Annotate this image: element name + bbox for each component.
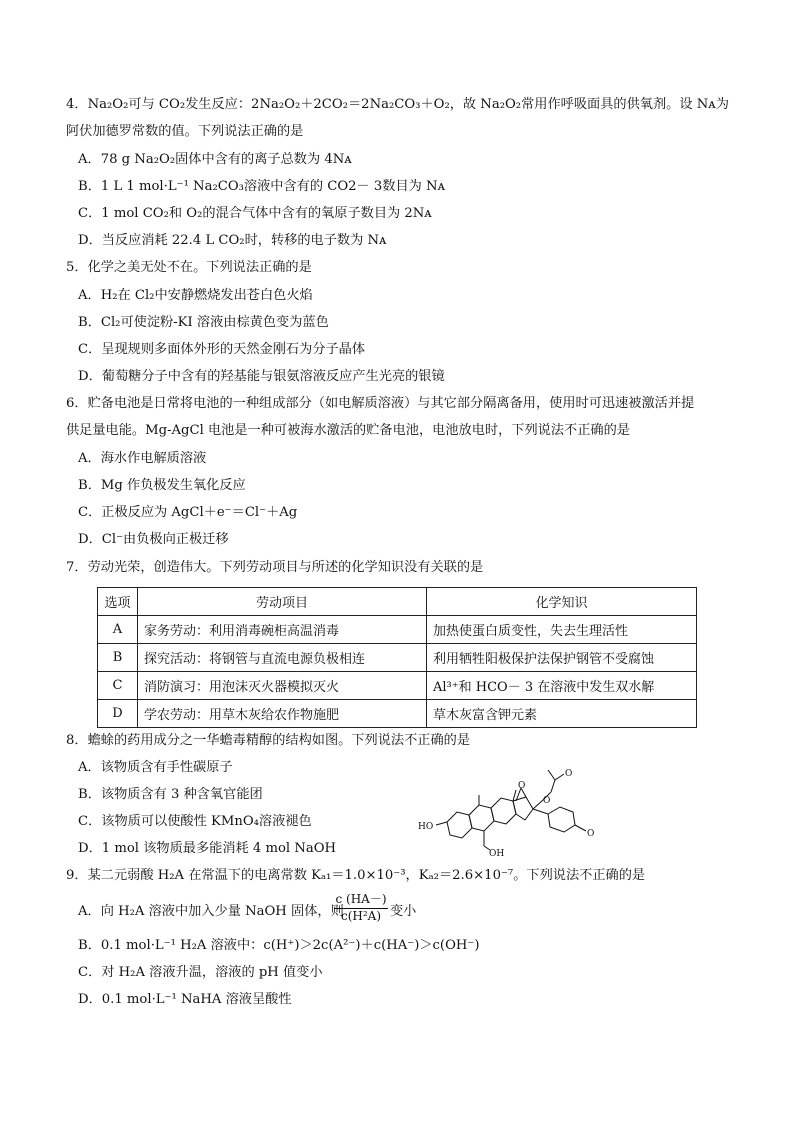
ring-b — [469, 805, 494, 831]
label-epoxide-o: O — [518, 781, 526, 791]
table-header-knowledge: 化学知识 — [427, 588, 697, 616]
label-ester-o: O — [543, 796, 551, 806]
q5-option-c: C．呈现规则多面体外形的天然金刚石为分子晶体 — [78, 342, 366, 357]
q7-stem: 7．劳动光荣，创造伟大。下列劳动项目与所述的化学知识没有关联的是 — [66, 560, 484, 575]
q9-option-a-suffix: 变小 — [390, 904, 417, 919]
label-carbonyl-o: O — [565, 769, 573, 779]
table-cell-labor: 学农劳动：用草木灰给农作物施肥 — [138, 700, 427, 728]
q8-option-c: C．该物质可以使酸性 KMnO₄溶液褪色 — [78, 814, 312, 829]
table-header-labor: 劳动项目 — [138, 588, 427, 616]
table-row — [98, 644, 697, 672]
q4-option-d: D．当反应消耗 22.4 L CO₂时，转移的电子数为 Nᴀ — [78, 233, 387, 248]
table-header-option: 选项 — [98, 588, 138, 616]
q5-option-a: A．H₂在 Cl₂中安静燃烧发出苍白色火焰 — [78, 288, 313, 303]
table-cell-labor: 家务劳动：利用消毒碗柜高温消毒 — [138, 616, 427, 644]
q6-option-d: D．Cl⁻由负极向正极迁移 — [78, 532, 229, 547]
fraction-numerator: c (HA－) — [334, 892, 388, 909]
q8-option-b: B．该物质含有 3 种含氧官能团 — [78, 787, 263, 802]
q9-option-b: B．0.1 mol·L⁻¹ H₂A 溶液中：c(H⁺)＞2c(A²⁻)＋c(HA⁻)＞c(OH⁻) — [78, 938, 480, 953]
pyranone-link — [533, 809, 548, 814]
table-header-row — [98, 588, 697, 616]
ring-c — [491, 798, 516, 824]
acetate-bond-3 — [551, 780, 555, 792]
q4-stem-line1: 4．Na₂O₂可与 CO₂发生反应：2Na₂O₂＋2CO₂＝2Na₂CO₃＋O₂，故 Na₂O₂常用作呼吸面具的供氧剂。设 Nᴀ为 — [66, 97, 729, 112]
table-cell-option: A — [98, 616, 138, 644]
q6-option-c: C．正极反应为 AgCl＋e⁻＝Cl⁻＋Ag — [78, 505, 298, 520]
table-row — [98, 672, 697, 700]
table-cell-option: C — [98, 672, 138, 700]
q4-option-c: C．1 mol CO₂和 O₂的混合气体中含有的氧原子数目为 2Nᴀ — [78, 206, 432, 221]
table-cell-labor: 探究活动：将钢管与直流电源负极相连 — [138, 644, 427, 672]
q5-option-b: B．Cl₂可使淀粉-KI 溶液由棕黄色变为蓝色 — [78, 315, 329, 330]
steroid-structure-diagram — [412, 752, 612, 862]
table-cell-knowledge: 利用牺牲阳极保护法保护钢管不受腐蚀 — [427, 644, 697, 672]
acetate-methyl — [548, 770, 555, 780]
pyranone-carbonyl — [575, 825, 586, 831]
table-cell-knowledge: Al³⁺和 HCO－ 3 在溶液中发生双水解 — [427, 672, 697, 700]
q9-option-a-prefix: A．向 H₂A 溶液中加入少量 NaOH 固体，则 — [78, 904, 344, 919]
q9-option-c: C．对 H₂A 溶液升温，溶液的 pH 值变小 — [78, 965, 323, 980]
q9-fraction — [334, 892, 388, 924]
q5-option-d: D．葡萄糖分子中含有的羟基能与银氨溶液反应产生光亮的银镜 — [78, 369, 445, 384]
q8-stem: 8．蟾蜍的药用成分之一华蟾毒精醇的结构如图。下列说法不正确的是 — [66, 733, 471, 748]
ho-bond — [436, 822, 447, 825]
q9-option-d: D．0.1 mol·L⁻¹ NaHA 溶液呈酸性 — [78, 992, 292, 1007]
table-cell-option: D — [98, 700, 138, 728]
q8-option-d: D．1 mol 该物质最多能消耗 4 mol NaOH — [78, 841, 337, 856]
q6-option-a: A．海水作电解质溶液 — [78, 451, 207, 466]
table-row — [98, 616, 697, 644]
label-oh: OH — [489, 849, 505, 859]
q6-stem-line2: 供足量电能。Mg-AgCl 电池是一种可被海水激活的贮备电池，电池放电时，下列说法不正确的是 — [66, 423, 630, 438]
q5-stem: 5．化学之美无处不在。下列说法正确的是 — [66, 260, 312, 275]
table-cell-knowledge: 加热使蛋白质变性，失去生理活性 — [427, 616, 697, 644]
ring-a — [447, 812, 472, 838]
q4-option-b: B．1 L 1 mol·L⁻¹ Na₂CO₃溶液中含有的 CO2－ 3数目为 Nᴀ — [78, 179, 446, 194]
table-cell-option: B — [98, 644, 138, 672]
label-lactone-o: O — [587, 829, 595, 839]
q7-table — [97, 587, 697, 728]
table-cell-knowledge: 草木灰富含钾元素 — [427, 700, 697, 728]
table-cell-labor: 消防演习：用泡沫灭火器模拟灭火 — [138, 672, 427, 700]
acetate-carbonyl — [555, 774, 564, 780]
q4-option-a: A．78 g Na₂O₂固体中含有的离子总数为 4Nᴀ — [78, 152, 352, 167]
fraction-denominator: c(H²A) — [340, 909, 382, 923]
q8-option-a: A．该物质含有手性碳原子 — [78, 760, 233, 775]
pyranone-ring — [548, 807, 575, 832]
q6-stem-line1: 6．贮备电池是日常将电池的一种组成部分（如电解质溶液）与其它部分隔离备用，使用时可迅速被激活并提 — [66, 396, 695, 411]
table-row — [98, 700, 697, 728]
q6-option-b: B．Mg 作负极发生氧化反应 — [78, 478, 246, 493]
q9-stem: 9．某二元弱酸 H₂A 在常温下的电离常数 Kₐ₁＝1.0×10⁻³，Kₐ₂＝2.6×10⁻⁷。下列说法不正确的是 — [66, 868, 646, 883]
q4-stem-line2: 阿伏加德罗常数的值。下列说法正确的是 — [66, 124, 304, 139]
methyl-bond-2 — [513, 790, 516, 801]
acetate-bond-1 — [533, 800, 543, 809]
label-ho: HO — [418, 822, 434, 832]
